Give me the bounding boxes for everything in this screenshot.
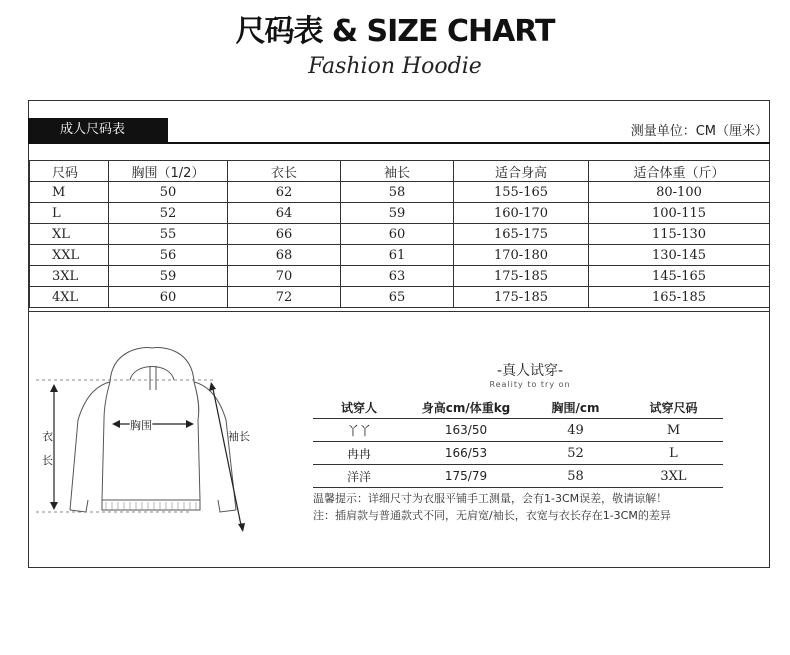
table-row (30, 287, 770, 308)
cell-size: L (624, 442, 723, 465)
try-on-header-row (313, 396, 723, 419)
cell-weight: 130-145 (589, 245, 770, 266)
cell-weight: 80-100 (589, 182, 770, 203)
cell-height: 155-165 (454, 182, 589, 203)
cell-height-weight: 166/53 (405, 442, 527, 465)
col-header: 身高cm/体重kg (405, 396, 527, 419)
try-on-subtitle: Reality to try on (489, 380, 571, 389)
cell-person: 丫丫 (313, 419, 405, 442)
col-header: 衣长 (228, 161, 341, 182)
cell-size: L (30, 203, 109, 224)
section-divider (28, 311, 770, 312)
cell-chest: 56 (109, 245, 228, 266)
table-row (313, 419, 723, 442)
hood-opening-icon (130, 367, 174, 381)
hood-outline-icon (110, 348, 194, 382)
sleeve-label: 袖长 (228, 430, 250, 443)
table-row (30, 266, 770, 287)
chest-label: 胸围 (130, 419, 152, 432)
body-outline-icon (102, 420, 200, 500)
unit-label: 测量单位：CM（厘米） (630, 124, 768, 139)
left-sleeve-outline-icon (70, 382, 110, 510)
col-header: 适合体重（斤） (589, 161, 770, 182)
cell-chest: 60 (109, 287, 228, 308)
cell-height: 160-170 (454, 203, 589, 224)
cell-weight: 145-165 (589, 266, 770, 287)
left-cuff-icon (70, 500, 88, 512)
size-table-header-row (30, 161, 770, 182)
cell-height: 175-185 (454, 287, 589, 308)
col-header: 胸围（1/2） (109, 161, 228, 182)
raglan-seam-icon (104, 382, 199, 420)
section-tab-bar (28, 118, 770, 144)
cell-length: 66 (228, 224, 341, 245)
cell-height: 170-180 (454, 245, 589, 266)
cell-chest: 49 (527, 419, 624, 442)
try-on-title: -真人试穿- (496, 363, 564, 379)
section-tab-adult-size: 成人尺码表 (28, 118, 168, 142)
cell-chest: 58 (527, 465, 624, 488)
cell-size: M (30, 182, 109, 203)
cell-sleeve: 61 (341, 245, 454, 266)
cell-size: 4XL (30, 287, 109, 308)
cell-sleeve: 65 (341, 287, 454, 308)
cell-size: 3XL (624, 465, 723, 488)
table-row (313, 465, 723, 488)
cell-length: 68 (228, 245, 341, 266)
cell-chest: 52 (109, 203, 228, 224)
cell-height: 165-175 (454, 224, 589, 245)
cell-person: 冉冉 (313, 442, 405, 465)
table-row (30, 203, 770, 224)
tip-note: 温馨提示：详细尺寸为衣服平铺手工测量，会有1-3CM误差，敬请谅解！ (313, 492, 668, 505)
length-label-1: 衣 (42, 430, 53, 443)
cell-chest: 50 (109, 182, 228, 203)
col-header: 胸围/cm (527, 396, 624, 419)
cell-chest: 55 (109, 224, 228, 245)
cell-size: XXL (30, 245, 109, 266)
page-subtitle: Fashion Hoodie (308, 54, 482, 79)
hem-rib-icon (102, 500, 200, 510)
cell-person: 洋洋 (313, 465, 405, 488)
cell-height-weight: 175/79 (405, 465, 527, 488)
cell-height-weight: 163/50 (405, 419, 527, 442)
cell-sleeve: 63 (341, 266, 454, 287)
cell-length: 70 (228, 266, 341, 287)
cell-size: 3XL (30, 266, 109, 287)
cell-height: 175-185 (454, 266, 589, 287)
length-label-2: 长 (42, 454, 53, 467)
try-on-table (313, 396, 723, 488)
table-row (313, 442, 723, 465)
cell-size: XL (30, 224, 109, 245)
cell-length: 72 (228, 287, 341, 308)
cell-length: 64 (228, 203, 341, 224)
size-table (29, 160, 770, 308)
cell-length: 62 (228, 182, 341, 203)
col-header: 袖长 (341, 161, 454, 182)
col-header: 尺码 (30, 161, 109, 182)
hoodie-measurement-diagram (32, 340, 272, 540)
col-header: 适合身高 (454, 161, 589, 182)
table-row (30, 245, 770, 266)
cell-sleeve: 60 (341, 224, 454, 245)
cell-chest: 59 (109, 266, 228, 287)
cell-weight: 100-115 (589, 203, 770, 224)
cell-chest: 52 (527, 442, 624, 465)
raglan-note: 注：插肩款与普通款式不同，无肩宽/袖长，衣宽与衣长存在1-3CM的差异 (313, 509, 671, 522)
cell-weight: 165-185 (589, 287, 770, 308)
table-row (30, 182, 770, 203)
cell-sleeve: 58 (341, 182, 454, 203)
col-header: 试穿人 (313, 396, 405, 419)
cell-size: M (624, 419, 723, 442)
drawstring-icon (150, 366, 156, 390)
page-title: 尺码表 & SIZE CHART (235, 14, 555, 49)
cell-sleeve: 59 (341, 203, 454, 224)
table-row (30, 224, 770, 245)
col-header: 试穿尺码 (624, 396, 723, 419)
cell-weight: 115-130 (589, 224, 770, 245)
right-cuff-icon (218, 500, 236, 512)
sleeve-arrow-icon (212, 384, 242, 530)
